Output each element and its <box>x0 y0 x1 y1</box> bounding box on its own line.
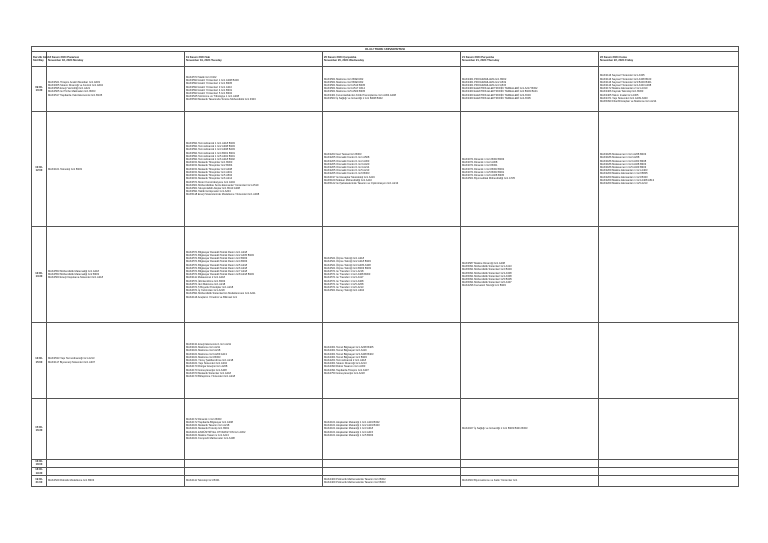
course-entry: MAK4161 ENDÜSTRİYEL OTOMASYON Gr1 A302 <box>186 430 246 434</box>
course-entry: MAK4172 Dinamik 1 Gr1 B303 <box>186 417 222 421</box>
course-entry: MAK4571 Bilgisayar Destekli Teknik Resim Gr5 A218 <box>186 263 248 267</box>
course-entry: MAK4101 Akışkanlar Mekaniği 1 Gr3 A318 <box>324 427 374 431</box>
course-entry: MAK5091 Mühendislik Sistemleri Gr3 A308 <box>462 271 512 275</box>
course-entry: MAK3161 Malzeme Gr3 A209 A213 <box>186 352 227 356</box>
schedule-cell <box>47 459 185 467</box>
course-entry: MAK3561 Malzeme Gr2 B0EV302 <box>324 80 364 84</box>
course-entry: MAK3186 Mukavemet 1 Gr3 A303 B308 <box>600 159 647 163</box>
course-entry: MAK3561 Malzeme Gr5 A509 B305 <box>324 90 366 94</box>
course-entry: MAK3545 Sürtünme ve Tribolojiye 1 Gr1 A208 <box>186 95 240 99</box>
course-entry: MAK3591 Termodinamik 1 Gr6 A218 B302 <box>186 158 235 162</box>
schedule-cell <box>461 227 599 323</box>
day-line1: 18 Kasım 2024 Pazartesi <box>48 55 80 59</box>
course-entry: MAK4591 Mühendislik Sistemlerinin Modellenmesi Gr1 A211 <box>186 292 256 296</box>
course-entry: MAK3005 Sistem Dinamiği ve Kontrol Gr1 A604 <box>48 84 103 88</box>
schedule-cell <box>461 468 599 476</box>
course-entry: MAK4161 Makine Tasarımı Gr1 A213 <box>186 433 229 437</box>
day-line2: November 22, 2024 Friday <box>600 58 634 62</box>
course-entry: MAK5109 Nükleer Mühendisliği Gr1 A410 <box>324 178 372 182</box>
course-entry: MAK3595 Enerji Verimliliği Gr1 A421 <box>48 87 91 91</box>
course-entry: MAK3401 Kurumlardaki En Kritik Prensiplerine Gr1 A304 A208 <box>324 93 396 97</box>
course-entry: MAK4390 Robot Tasarımı Gr1 A303 <box>324 365 366 369</box>
schedule-row <box>32 468 739 476</box>
course-entry: MAK3117 Biyoenerji Sistemleri Gr1 A307 <box>48 360 96 364</box>
schedule-row <box>32 459 739 467</box>
course-entry: MAK3460 ELEKTRIK-ELEKTRONİK TEMELLERİ Gr1 A217 B302 <box>462 87 538 91</box>
course-entry: MAK4571 Isı Transferi 1 Gr4 A408 <box>324 279 364 283</box>
course-entry: MAK3205 Otomatik Kontrol 1 Gr1 A508 <box>324 156 370 160</box>
day-header-wednesday <box>323 52 461 66</box>
course-entry: MAK4571 Bilgisayar Destekli Teknik Resim Gr6 A218 <box>186 266 248 270</box>
schedule-cell <box>323 459 461 467</box>
course-entry: MAK3405 Takım Imalat Gr1 A305 <box>600 93 639 97</box>
day-line1: 19 Kasım 2024 Salı <box>186 55 211 59</box>
course-entry: MAK5091 Mühendislik Sistemleri Gr6 A407 <box>462 281 512 285</box>
course-entry: MAK4197 Isıl Hesaplar Metodoloji Gr1 A419 <box>324 175 375 179</box>
course-entry: MAK4101 Akışkanlar Mekaniği 1 Gr5 B303 <box>324 433 374 437</box>
course-entry: MAK4172 Taşıtlarda Bilgisayar Gr1 A308 <box>186 421 233 425</box>
course-entry: MAK3209 Makine Elemanları 1 Gr2 B805 <box>600 172 648 176</box>
course-entry: MAK3161 Malzeme Gr1 A211 <box>186 346 221 350</box>
course-entry: MAK4505 Isıl Türbo Makinaları Gr1 B303 <box>48 90 96 94</box>
header-row <box>32 52 739 66</box>
course-entry: MAK3460 ELEKTRIK-ELEKTRONİK TEMELLERİ Gr2 B303 B101 <box>462 90 538 94</box>
course-entry: MAK3186 Mukavemet 1 Gr4 A408 B303 <box>600 162 647 166</box>
course-entry: MAK4409 Polimerik Malzemelerde Tasarım Gr2 B303 <box>324 481 386 485</box>
course-entry: MAK3561 Malzeme Gr4 A517 A514 <box>324 87 365 91</box>
course-entry: MAK3101 Teknoloji Gr1 B303 <box>48 167 82 171</box>
course-entry: MAK4521 Ölçme Tekniği Gr2 A218 B303 <box>324 260 371 264</box>
course-entry: MAK4561 Sıkıştırılabilir Akışlar Gr1 B413 A308 <box>186 186 240 190</box>
course-entry: MAK5390 Fiberfill Araçları ve Malzeme Gr1 A214 <box>600 100 657 104</box>
course-entry: MAK3071 Dinamik 1 Gr2 A308 <box>462 161 498 165</box>
course-entry: MAK3186 Mukavemet 1 Gr2 A208 <box>600 156 640 160</box>
course-entry: MAK3205 Otomatik Kontrol 1 Gr5 A213 <box>324 169 370 173</box>
schedule-cell <box>461 323 599 399</box>
course-entry: MAK4101 Akışkanlar Mekaniği 1 Gr2 A119 B403 <box>324 424 380 428</box>
course-entry: MAK5091 Mühendislik Sistemleri Gr2 B303 <box>462 268 512 272</box>
day-header-monday <box>47 52 185 66</box>
schedule-cell <box>599 476 739 487</box>
course-entry: MAK4501 Biyomedikal Mühendisliği Gr1 A735 <box>462 177 515 181</box>
schedule-cell <box>47 227 185 323</box>
course-entry: MAK4170 Rüzgar Enerjisi Gr1 A208 <box>186 365 228 369</box>
course-entry: MAK5530 Mekanik Tasarımda Tersine Mühendislik Gr1 Z303 <box>186 98 256 102</box>
schedule-cell <box>323 399 461 460</box>
schedule-cell <box>47 112 185 227</box>
schedule-cell <box>47 323 185 399</box>
schedule-cell <box>323 468 461 476</box>
course-entry: MAK4750 Güneş Enerjisi Gr1 A218 <box>324 371 365 375</box>
schedule-cell <box>185 468 323 476</box>
course-entry: MAK3521 Titreşim Analizi Metotları Gr1 A603 <box>48 80 100 84</box>
schedule-row <box>32 476 739 487</box>
course-entry: MAK3161 Malzeme Gr4 B303 <box>186 355 221 359</box>
course-entry: MAK4170 Güneş Enerjisi Gr1 A408 <box>186 368 227 372</box>
schedule-row <box>32 112 739 227</box>
day-line2: November 18, 2024 Monday <box>48 58 84 62</box>
schedule-cell <box>323 476 461 487</box>
course-entry: MAK3591 Termodinamik 1 Gr1 A218 B303 <box>186 142 235 146</box>
course-entry: MAK3591 Termodinamik 1 Gr5 A302 B301 <box>186 154 235 158</box>
schedule-cell <box>323 323 461 399</box>
schedule-cell <box>323 66 461 112</box>
day-line2: November 19, 2024 Tuesday <box>186 58 222 62</box>
course-entry: MAK3071 Dinamik 1 Gr4 B303 B301 <box>462 167 505 171</box>
corner-line2: Slot/Day <box>33 58 44 62</box>
course-entry: MAK3205 Otomatik Kontrol 1 Gr6 B303 <box>324 172 370 176</box>
course-entry: MAK3571 Motor Konstrüksiyonu Gr1 A304 <box>186 180 235 184</box>
course-entry: MAK3503 İş Sağlığı ve Güvenliği 1 Gr1 B408 B302 <box>324 96 383 100</box>
course-entry: MAK3116 Sayısal Yöntemler Gr3 B403 B401 <box>600 80 652 84</box>
day-line2: November 21, 2024 Thursday <box>462 58 500 62</box>
course-entry: MAK4161 Yüzey Şekillendirme Gr1 A218 <box>186 358 234 362</box>
schedule-cell <box>47 399 185 460</box>
schedule-cell <box>461 399 599 460</box>
course-entry: MAK4170 Birleştirme Yöntemleri Gr1 A218 <box>186 374 236 378</box>
course-entry: MAK5118 Enerji Sistemlerinde Modelleme Yöntemleri Gr1 A308 <box>186 193 260 197</box>
course-entry: MAK4027 İş Sağlığı ve Güvenliği 1 Gr1 B303 B301 B303 <box>462 427 528 431</box>
course-entry: MAK4101 Akışkanlar Mekaniği 1 Gr4 A415 <box>324 430 374 434</box>
course-entry: MAK4571 Bilgisayar Destekli Teknik Resim Gr1 A218 <box>186 250 248 254</box>
course-entry: MAK3593 Analiz Yöntemleri 2 Gr1 B305 <box>186 82 233 86</box>
schedule-row <box>32 323 739 399</box>
course-entry: MAK3205 Otomatik Kontrol 1 Gr2 A303 <box>324 159 370 163</box>
course-entry: MAK3151 Mekanik Titreşimler Gr5 A504 <box>186 174 233 178</box>
course-entry: MAK4571 Isı Transferi 1 Gr1 A218 <box>324 269 364 273</box>
schedule-cell <box>461 112 599 227</box>
day-header-tuesday <box>185 52 323 66</box>
time-slot: 19:30-21:00 <box>32 476 47 487</box>
course-entry: MAK3593 Analiz Yöntemleri 3 Gr1 A310 <box>186 85 232 89</box>
day-line2: November 20, 2024 Wednesday <box>324 58 364 62</box>
course-entry: MAK3071 Dinamik 1 Gr1 B303 B303 <box>462 158 505 162</box>
course-entry: MAK3593 Analiz Yöntemleri 1 Gr1 A308 B403 <box>186 79 239 83</box>
course-entry: MAK3116 Sayısal Yöntemler Gr2 A408 B103 <box>600 77 652 81</box>
course-entry: MAK3161 Malzeme Gr2 A218 <box>186 349 221 353</box>
day-line1: 21 Kasım 2024 Perşembe <box>462 55 495 59</box>
time-slot: 16:30-18:00 <box>32 459 47 467</box>
schedule-cell <box>599 66 739 112</box>
course-entry: MAK3111 Mukavemet 2 Gr1 A218 <box>186 276 225 280</box>
course-entry: MAK3561 Malzeme Gr3 A519 B405 <box>324 84 366 88</box>
course-entry: MAK4571 Isı Transferi 1 Gr5 A208 <box>324 282 364 286</box>
course-entry: MAK4301 Temel Bilgisayar Gr4 B303 <box>324 355 367 359</box>
course-entry: MAK4101 Akışkanlar Mekaniği 1 Gr1 A119 B302 <box>324 421 380 425</box>
course-entry: MAK3209 Makine Elemanları 1 Gr1 A403 <box>600 169 648 173</box>
schedule-cell <box>599 323 739 399</box>
course-entry: MAK4571 Isı Transferi 1 Gr6 A213 <box>324 285 364 289</box>
course-entry: MAK4571 Isı Transferi 1 Gr3 A417 <box>324 276 364 280</box>
course-entry: MAK3561 Malzeme Gr1 B0EV302 <box>324 77 364 81</box>
schedule-cell <box>185 66 323 112</box>
course-entry: MAK3071 Dinamik 1 Gr5 B303 B301 <box>462 170 505 174</box>
corner-line1: Derslik Gün <box>33 55 49 59</box>
course-entry: MAK4571 Bilgisayar Destekli Teknik Resim Gr7 A218 <box>186 269 248 273</box>
time-slot: 13:30-15:00 <box>32 323 47 399</box>
course-entry: MAK3172 Makine Elemanları 2 Gr1 A310 <box>600 87 648 91</box>
schedule-cell <box>599 112 739 227</box>
course-entry: MAK4553 Mühendislik Matematiği Gr2 B303 <box>48 273 100 277</box>
course-entry: MAK3203 Gaz Tesisat Gr1 B303 <box>324 153 362 157</box>
course-entry: MAK3406 Kaynak Teknoloji Gr1 B303 <box>600 90 644 94</box>
schedule-cell <box>599 468 739 476</box>
day-line1: 22 Kasım 2024 Cuma <box>600 55 627 59</box>
course-entry: MAK3571 İklimlendirme Gr1 B303 <box>186 279 226 283</box>
day-line1: 20 Kasım 2024 Çarşamba <box>324 55 357 59</box>
course-entry: MAK4571 Bilgisayar Destekli Teknik Resim Gr4 B303 <box>186 260 248 264</box>
course-entry: MAK3205 Otomatik Kontrol 1 Gr4 A214 <box>324 166 370 170</box>
time-slot: 09:00-10:30 <box>32 66 47 112</box>
course-entry: MAK4161 Mekanik Tasarım Gr1 A218 <box>186 424 230 428</box>
course-entry: MAK5091 Mühendislik Sistemleri Gr1 A413 <box>462 265 512 269</box>
course-entry: MAK4161 Mekanik Prototip Gr1 B301 <box>186 427 230 431</box>
schedule-cell <box>185 112 323 227</box>
course-entry: MAK3071 Dinamik 1 Gr3 B301 <box>462 164 498 168</box>
course-entry: MAK4571 Bilgisayar Destekli Teknik Resim Gr8 A218 B303 <box>186 273 254 277</box>
course-entry: MAK3151 Mekanik Titreşimler Gr1 B303 <box>186 161 233 165</box>
schedule-cell <box>323 227 461 323</box>
course-entry: MAK4670 Mekanik Sistemler Gr1 A218 <box>186 371 231 375</box>
course-entry: MAK3533 Yapı Termodinamiği Gr1 A213 <box>48 357 95 361</box>
course-entry: MAK3205 Otomatik Kontrol 1 Gr3 A420 <box>324 162 370 166</box>
course-entry: MAK4553 Mühendislik Matematiği Gr1 A218 <box>48 269 99 273</box>
schedule-cell <box>599 227 739 323</box>
course-entry: MAK4500 Enerji Depolama Sistemleri Gr1 A218 <box>48 276 104 280</box>
day-header-friday <box>599 52 739 66</box>
course-entry: MAK3587 Makine Dinamiği Gr1 A408 <box>462 261 505 265</box>
time-slot: 18:00-19:30 <box>32 468 47 476</box>
course-entry: MAK4161 Kompozit Malzemeler Gr1 A408 <box>186 437 235 441</box>
schedule-cell <box>47 66 185 112</box>
day-header-thursday <box>461 52 599 66</box>
course-entry: MAK4301 Temel Bilgisayar Gr3 A408 B403 <box>324 352 374 356</box>
course-entry: MAK3460 ELEKTRIK-ELEKTRONİK TEMELLERİ Gr4 A505 <box>462 96 531 100</box>
course-entry: MAK4116 Araçların Yönetimi ve Bilimsel Gr1 <box>186 295 238 299</box>
course-entry: MAK3151 Mekanik Titreşimler Gr3 A408 <box>186 167 233 171</box>
course-entry: MAK4571 Bilgisayar Destekli Teknik Resim Gr3 B303 <box>186 257 248 261</box>
course-entry: MAK4571 Bilgisayar Destekli Teknik Resim Gr2 A405 B303 <box>186 253 254 257</box>
schedule-cell <box>185 459 323 467</box>
course-entry: MAK5091 Mühendislik Sistemleri Gr4 A308 <box>462 274 512 278</box>
course-entry: MAK4111 Teknoloji Gr1 B301 <box>186 479 220 483</box>
course-entry: MAK4161 Yapı Sistemleri Gr1 A304 <box>186 362 227 366</box>
course-entry: MAK3461 PROGRAMLAMA Gr1 B302 <box>462 77 507 81</box>
course-entry: MAK3116 Sayısal Yöntemler Gr4 A403 A308 <box>600 84 652 88</box>
course-entry: MAK3461 PROGRAMLAMA Gr2 A519 <box>462 80 507 84</box>
schedule-cell <box>599 399 739 460</box>
time-slot: 10:30-12:00 <box>32 112 47 227</box>
course-entry: MAK4501 Deney Tekniği Gr1 A304 <box>324 289 365 293</box>
course-entry: MAK3186 Mukavemet 1 Gr5 A409 B303 <box>600 166 647 170</box>
course-entry: MAK4529 Robotik Modelleme Gr1 B303 <box>48 479 95 483</box>
course-entry: MAK4603 Biyomalzeme ve Katkı Yöntemler Gr1 <box>462 479 518 483</box>
page-title: OLGU TIERE UNIVERSITESI <box>32 47 739 52</box>
course-entry: MAK3116 Sayısal Yöntemler Gr1 A305 <box>600 74 645 78</box>
course-entry: MAK3151 Mekanik Titreşimler Gr2 B304 <box>186 164 233 168</box>
schedule-row <box>32 66 739 112</box>
course-entry: MAK4301 Temel Bilgisayar Gr2 A419 <box>324 349 367 353</box>
course-entry: MAK5091 Mühendislik Sistemleri Gr5 B305 <box>462 277 512 281</box>
corner-header <box>32 52 47 66</box>
course-entry: MAK4571 İleri Malzeme Gr1 A218 <box>186 282 226 286</box>
schedule-cell <box>185 476 323 487</box>
course-entry: MAK4671 İş Yazılımları Gr1 A218 <box>186 289 225 293</box>
course-entry: MAK5122 Isıl Şebekelerinde Tasarım ve Optimizasyon Gr1 A213 <box>324 182 399 186</box>
course-entry: MAK3186 Mukavemet 1 Gr1 A208 B403 <box>600 153 647 157</box>
schedule-cell <box>185 399 323 460</box>
course-entry: MAK3593 Analiz Yöntemleri 4 Gr1 B301 <box>186 88 233 92</box>
course-entry: MAK3591 Termodinamik 1 Gr3 A308 B403 <box>186 148 235 152</box>
course-entry: MAK4201 Termodinamik 2 Gr1 A218 <box>324 358 367 362</box>
course-entry: MAK3461 PROGRAMLAMA Gr3 A515 <box>462 84 507 88</box>
time-slot: 15:00-16:30 <box>32 399 47 460</box>
course-entry: MAK3591 Termodinamik 1 Gr2 A308 B303 <box>186 145 235 149</box>
course-entry: MAK4571 Isı Transferi 1 Gr2 A408 B303 <box>324 273 371 277</box>
course-entry: MAK4601 Mühendislikte Sonlu Elemanlar Yöntemleri Gr1 A519 <box>186 183 259 187</box>
course-entry: MAK4391 Taşıtlarda Titreşim Gr1 A307 <box>324 368 369 372</box>
course-entry: MAK4521 Ölçme Tekniği Gr1 A218 <box>324 257 365 261</box>
course-entry: MAK4301 Temel Bilgisayar Gr1 A208 B405 <box>324 346 374 350</box>
schedule-cell <box>185 227 323 323</box>
course-entry: MAK3209 Makine Elemanları 1 Gr5 A213 <box>600 182 648 186</box>
course-entry: MAK3209 Makine Elemanları 1 Gr4 A408 A513 <box>600 178 655 182</box>
schedule-cell <box>461 66 599 112</box>
course-entry: MAK3593 Analiz Yöntemleri 5 Gr1 B302 <box>186 92 233 96</box>
course-entry: MAK4409 Polimerik Malzemelerde Tasarım Gr1 B302 <box>324 477 386 481</box>
course-entry: MAK4573 Statik Gr1 K322 <box>186 76 217 80</box>
course-entry: MAK4521 Ölçme Tekniği Gr4 B303 B303 <box>324 266 371 270</box>
course-entry: MAK4301 Sistem Dinamiği Gr1 A213 <box>324 362 367 366</box>
course-entry: MAK4521 Ölçme Tekniği Gr3 A405 A308 <box>324 263 371 267</box>
course-entry: MAK3151 Mekanik Titreşimler Gr4 A301 <box>186 170 233 174</box>
schedule-row <box>32 227 739 323</box>
time-slot: 12:00-13:30 <box>32 227 47 323</box>
course-entry: MAK4671 5 Boyutlu Prototipler Gr1 A218 <box>186 285 234 289</box>
schedule-cell <box>185 323 323 399</box>
schedule-cell <box>47 476 185 487</box>
schedule-cell <box>461 459 599 467</box>
course-entry: MAK3151 Mekanik Titreşimler Gr6 A214 <box>186 177 233 181</box>
course-entry: MAK3591 Taktik Görüşmeler Gr1 A204 <box>186 190 231 194</box>
schedule-cell <box>461 476 599 487</box>
course-entry: MAK3071 Dinamik 1 Gr6 A408 B305 <box>462 174 505 178</box>
schedule-cell <box>323 112 461 227</box>
course-entry: MAK3517 Taşıtlarda Yakıt Ekonomisi Gr1 B105 <box>48 93 103 97</box>
course-entry: MAK3460 ELEKTRIK-ELEKTRONİK TEMELLERİ Gr3 A503 <box>462 93 531 97</box>
course-entry: MAK4296 Kuvvetsiz Tekniği Gr1 B303 <box>462 284 506 288</box>
schedule-cell <box>47 468 185 476</box>
schedule-row <box>32 399 739 460</box>
course-entry: MAK3471 Yapı Sistemleri Gr1 A209 A303 <box>600 96 648 100</box>
course-entry: MAK3591 Termodinamik 1 Gr4 B301 B301 <box>186 151 235 155</box>
course-entry: MAK3131 Enerji Ekonomisi 1 Gr1 A211 <box>186 342 232 346</box>
schedule-cell <box>599 459 739 467</box>
schedule-table <box>31 46 739 487</box>
course-entry: MAK3209 Makine Elemanları 1 Gr3 B303 <box>600 175 648 179</box>
